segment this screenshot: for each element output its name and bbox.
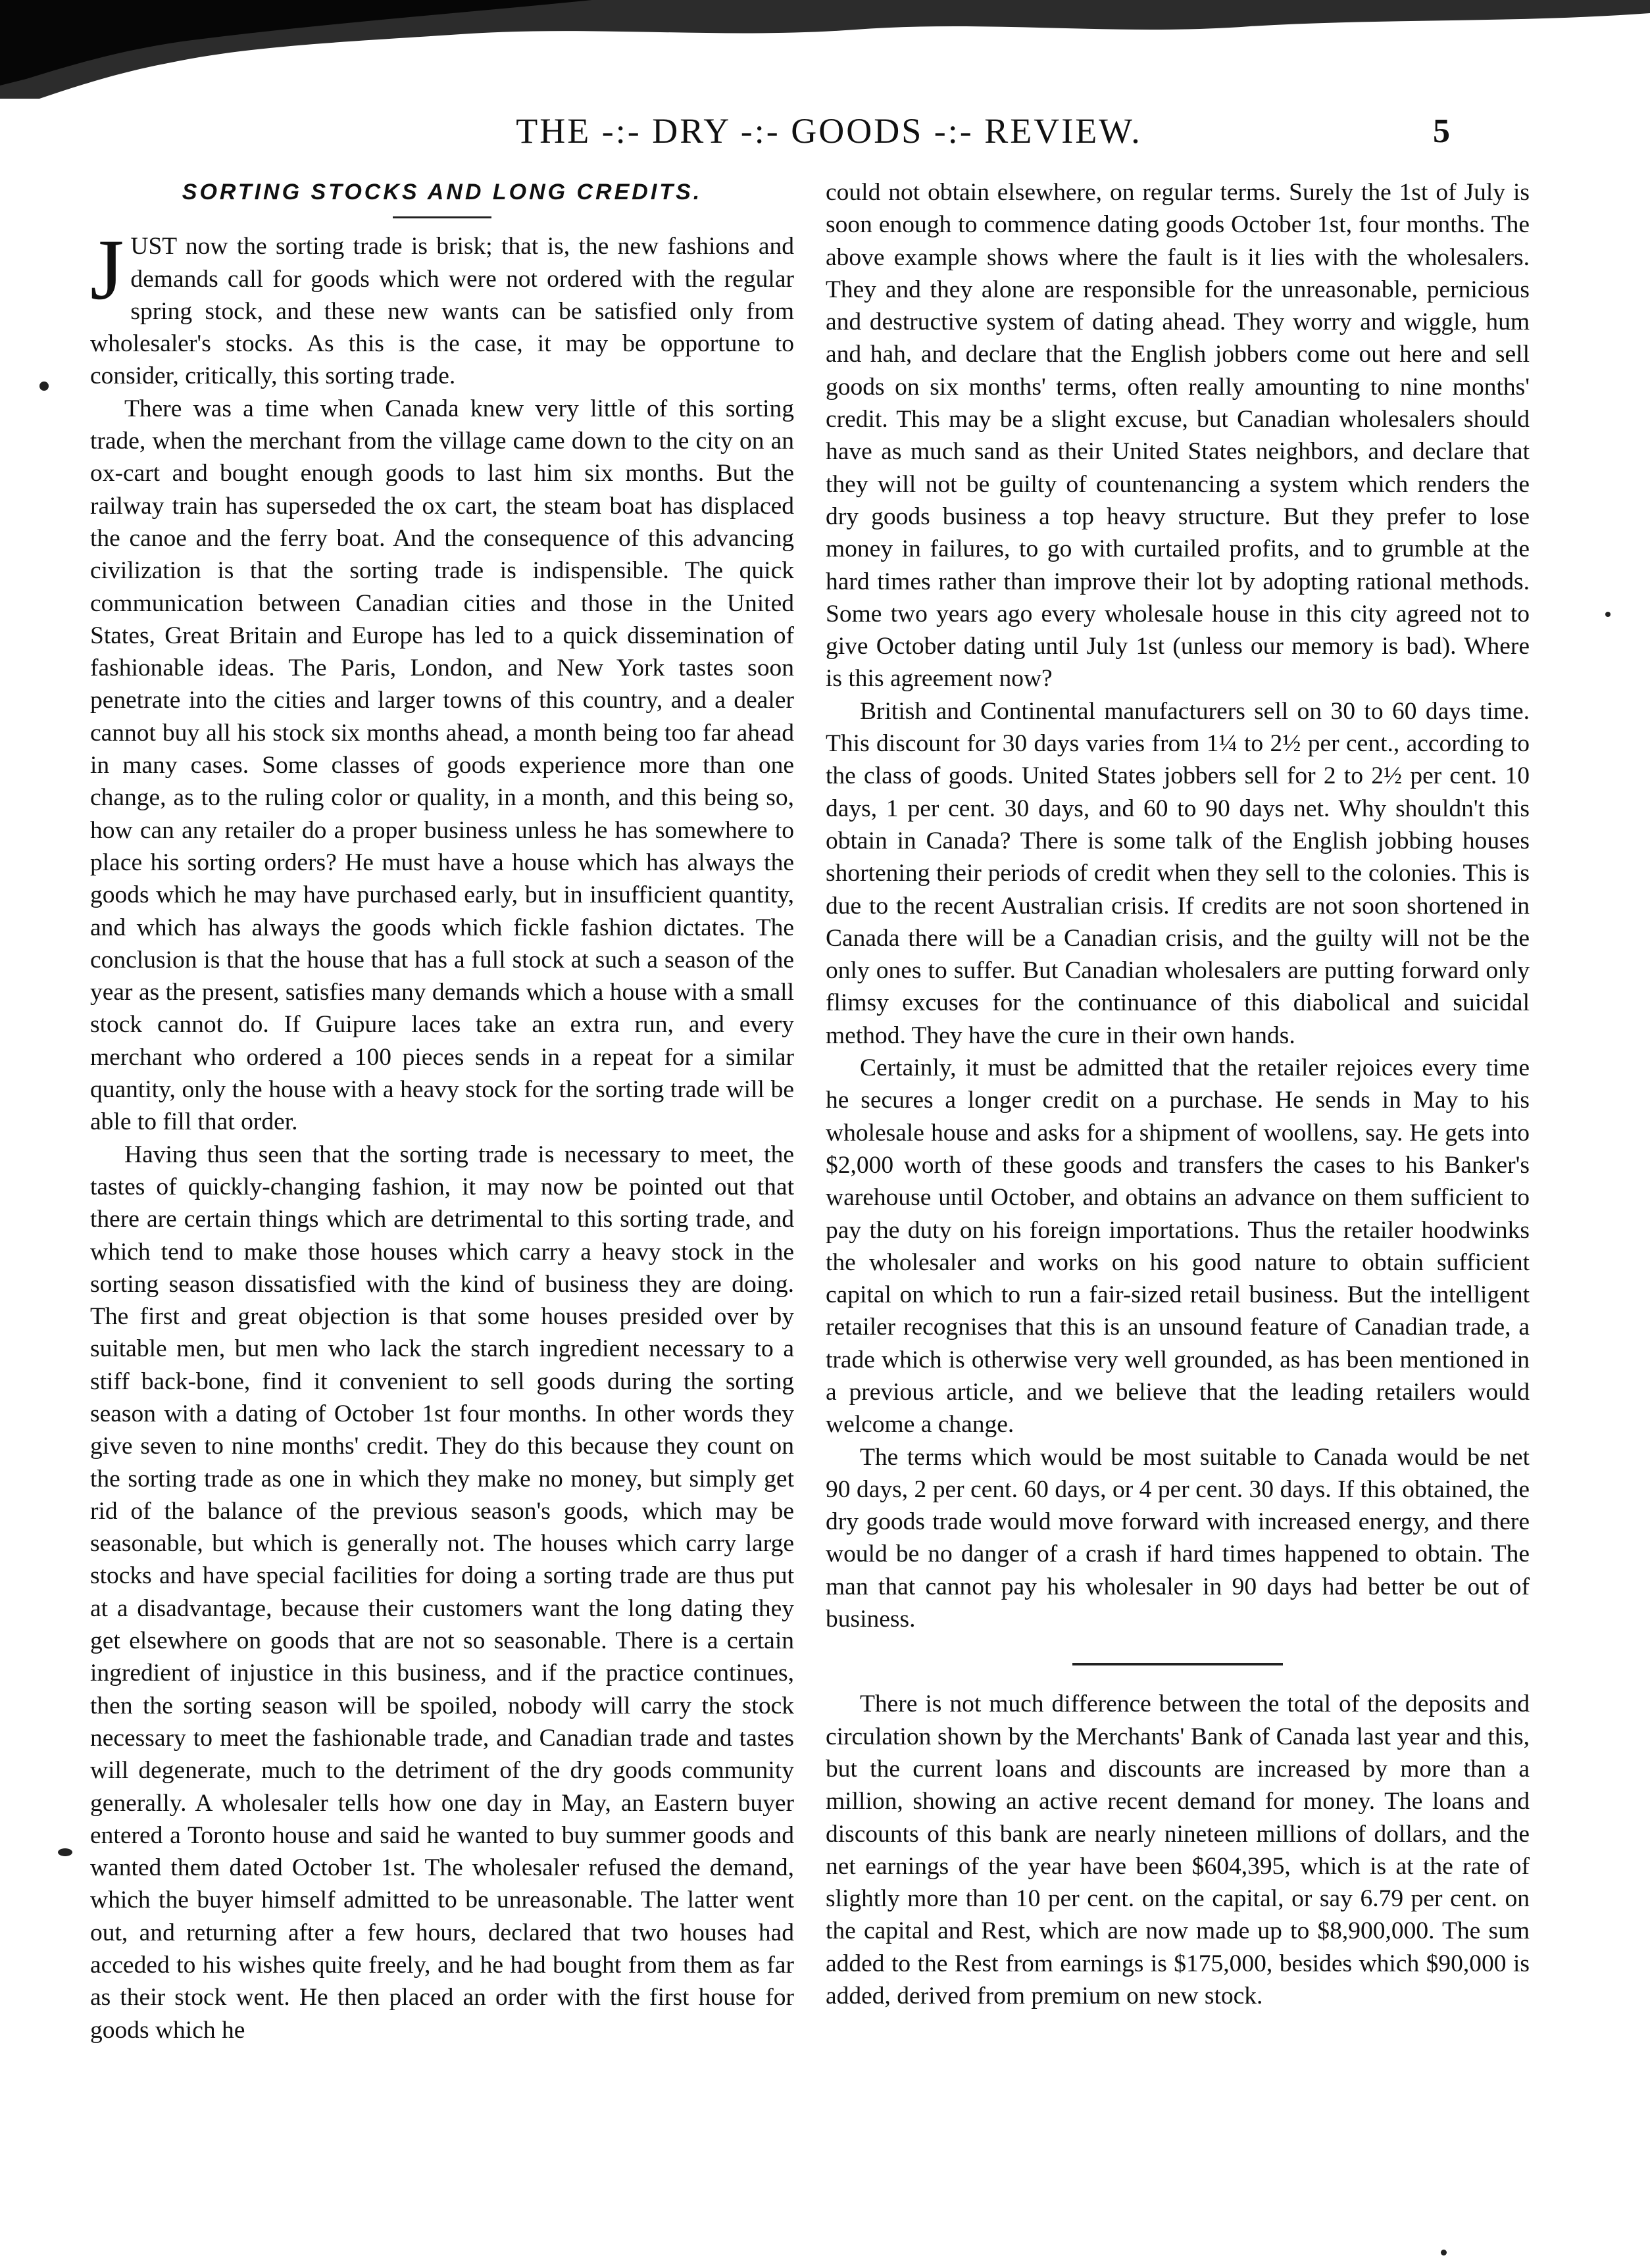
heading-rule xyxy=(393,216,491,218)
drop-cap: J xyxy=(90,221,124,318)
scan-speck xyxy=(58,1848,72,1856)
article-paragraph-4: could not obtain elsewhere, on regular terms. Surely the 1st of July is soon enough to commence dating goods October 1st, four months. The above example shows where the fault is it lies with the wholesalers. They and they alone are responsible for the unreasonable, pernicious and destructive system of dating ahead. They worry and wiggle, hum and hah, and declare that the English jobbers come out here and sell goods on six months' terms, often really amounting to nine months' credit. This may be a slight excuse, but Canadian wholesalers should have as much sand as their United States neighbors, and declare that they will not be guilty of countenancing a system which renders the dry goods business a top heavy structure. But they prefer to lose money in failures, to go with curtailed profits, and to grumble at the hard times rather than improve their lot by adopting rational methods. Some two years ago every wholesale house in this city agreed not to give October dating until July 1st (unless our memory is bad). Where is this agreement now? xyxy=(826,179,1530,693)
article-heading: SORTING STOCKS AND LONG CREDITS. xyxy=(182,180,703,205)
scan-smudge-top xyxy=(0,0,1650,99)
scan-speck xyxy=(1441,2250,1447,2256)
scan-speck xyxy=(39,382,49,391)
section-separator xyxy=(1072,1663,1283,1665)
right-column xyxy=(826,176,1530,2012)
article-paragraph-2: There was a time when Canada knew very little of this sorting trade, when the merchant from the village came down to the city on an ox-cart and bought enough goods to last him six months. But the railway train has superseded the ox cart, the steam boat has displaced the canoe and the ferry boat. And the consequence of this advancing civilization is that the sorting trade is indispensible. The quick communication between Canadian cities and those in the United States, Great Britain and Europe has led to a quick dissemination of fashionable ideas. The Paris, London, and New York tastes soon penetrate into the cities and larger towns of this country, and a dealer cannot buy all his stock six months ahead, a month being too far ahead in many cases. Some classes of goods experience more than one change, as to the ruling color or quality, in a month, and this being so, how can any retailer do a proper business unless he has somewhere to place his sorting orders? He must have a house which has always the goods which he may have purchased early, but in insufficient quantity, and which has always the goods which fickle fashion dictates. The conclusion is that the house that has a full stock at such a season of the year as the present, satisfies many demands which a house with a small stock cannot do. If Guipure laces take an extra run, and every merchant who ordered a 100 pieces sends in a repeat for a similar quantity, only the house with a heavy stock for the sorting trade will be able to fill that order. xyxy=(90,395,794,1136)
bank-note-paragraph: There is not much difference between the total of the deposits and circulation shown by the Merchants' Bank of Canada last year and this, but the current loans and discounts are increased by more than a million, showing an active recent demand for money. The loans and discounts of this bank are nearly nineteen millions of dollars, and the net earnings of the year have been $604,395, which is at the rate of slightly more than 10 per cent. on the capital, or say 6.79 per cent. on the capital and Rest, which are now made up to $8,900,000. The sum added to the Rest from earnings is $175,000, besides which $90,000 is added, derived from premium on new stock. xyxy=(826,1690,1530,2010)
article-paragraph-5: British and Continental manufacturers sell on 30 to 60 days time. This discount for 30 days varies from 1¼ to 2½ per cent., according to the class of goods. United States jobbers sell for 2 to 2½ per cent. 10 days, 1 per cent. 30 days, and 60 to 90 days net. Why shouldn't this obtain in Canada? There is some talk of the English jobbing houses shortening their periods of credit when they sell to the colonies. This is due to the recent Australian crisis. If credits are not soon shortened in Canada there will be a Canadian crisis, and the guilty will not be the only ones to suffer. But Canadian wholesalers are putting forward only flimsy excuses for the continuance of this diabolical and suicidal method. They have the cure in their own hands. xyxy=(826,697,1530,1049)
left-column xyxy=(90,176,794,2046)
article-paragraph-7: The terms which would be most suitable to Canada would be net 90 days, 2 per cent. 60 days, or 4 per cent. 30 days. If this obtained, the dry goods trade would move forward with increased energy, and there would be no danger of a crash if hard times happened to obtain. The man that cannot pay his wholesaler in 90 days had better be out of business. xyxy=(826,1443,1530,1633)
running-title: THE -:- DRY -:- GOODS -:- REVIEW. xyxy=(516,111,1142,151)
article-paragraph-6: Certainly, it must be admitted that the retailer rejoices every time he secures a longer credit on a purchase. He sends in May to his wholesale house and asks for a shipment of woollens, say. He gets into $2,000 worth of these goods and transfers the cases to his Banker's warehouse until October, and obtains an advance on them sufficient to pay the duty on his foreign importations. Thus the retailer hoodwinks the wholesaler and works on his good nature to obtain sufficient capital on which to run a fair-sized retail business. But the intelligent retailer recognises that this is an unsound feature of Canadian trade, a trade which is otherwise very well grounded, as has been mentioned in a previous article, and we believe that the leading retailers would welcome a change. xyxy=(826,1054,1530,1439)
scan-speck xyxy=(1605,612,1611,617)
article-paragraph-1-text: UST now the sorting trade is brisk; that is, the new fashions and demands call for goods which were not ordered with the regular spring stock, and these new wants can be satisfied only from wholesaler's stocks. As this is the case, it may be opportune to consider, critically, this sorting trade. xyxy=(90,233,794,390)
article-paragraph-1 xyxy=(90,221,794,392)
page-number: 5 xyxy=(1433,112,1450,150)
article-paragraph-3: Having thus seen that the sorting trade is necessary to meet, the tastes of quickly-changing fashion, it may now be pointed out that there are certain things which are detrimental to this sorting trade, and which tend to make those houses which carry a heavy stock in the sorting season dissatisfied with the kind of business they are doing. The first and great objection is that some houses presided over by suitable men, but men who lack the starch ingredient necessary to a stiff back-bone, find it convenient to sell goods during the sorting season with a dating of October 1st four months. In other words they give seven to nine months' credit. They do this because they count on the sorting trade as one in which they make no money, but simply get rid of the balance of the previous season's goods, which may be seasonable, but which is generally not. The houses which carry large stocks and have special facilities for doing a sorting trade are thus put at a disadvantage, because their customers want the long dating they get elsewhere on goods that are not so seasonable. There is a certain ingredient of injustice in this business, and if the practice continues, then the sorting season will be spoiled, nobody will carry the stock necessary to meet the fashionable trade, and Canadian trade and tastes will degenerate, much to the detriment of the dry goods community generally. A wholesaler tells how one day in May, an Eastern buyer entered a Toronto house and said he wanted to buy summer goods and wanted them dated October 1st. The wholesaler refused the demand, which the buyer himself admitted to be unreasonable. The latter went out, and returning after a few hours, declared that two houses had acceded to his wishes quite freely, and he had bought from them as far as their stock went. He then placed an order with the first house for goods which he xyxy=(90,1141,794,2044)
